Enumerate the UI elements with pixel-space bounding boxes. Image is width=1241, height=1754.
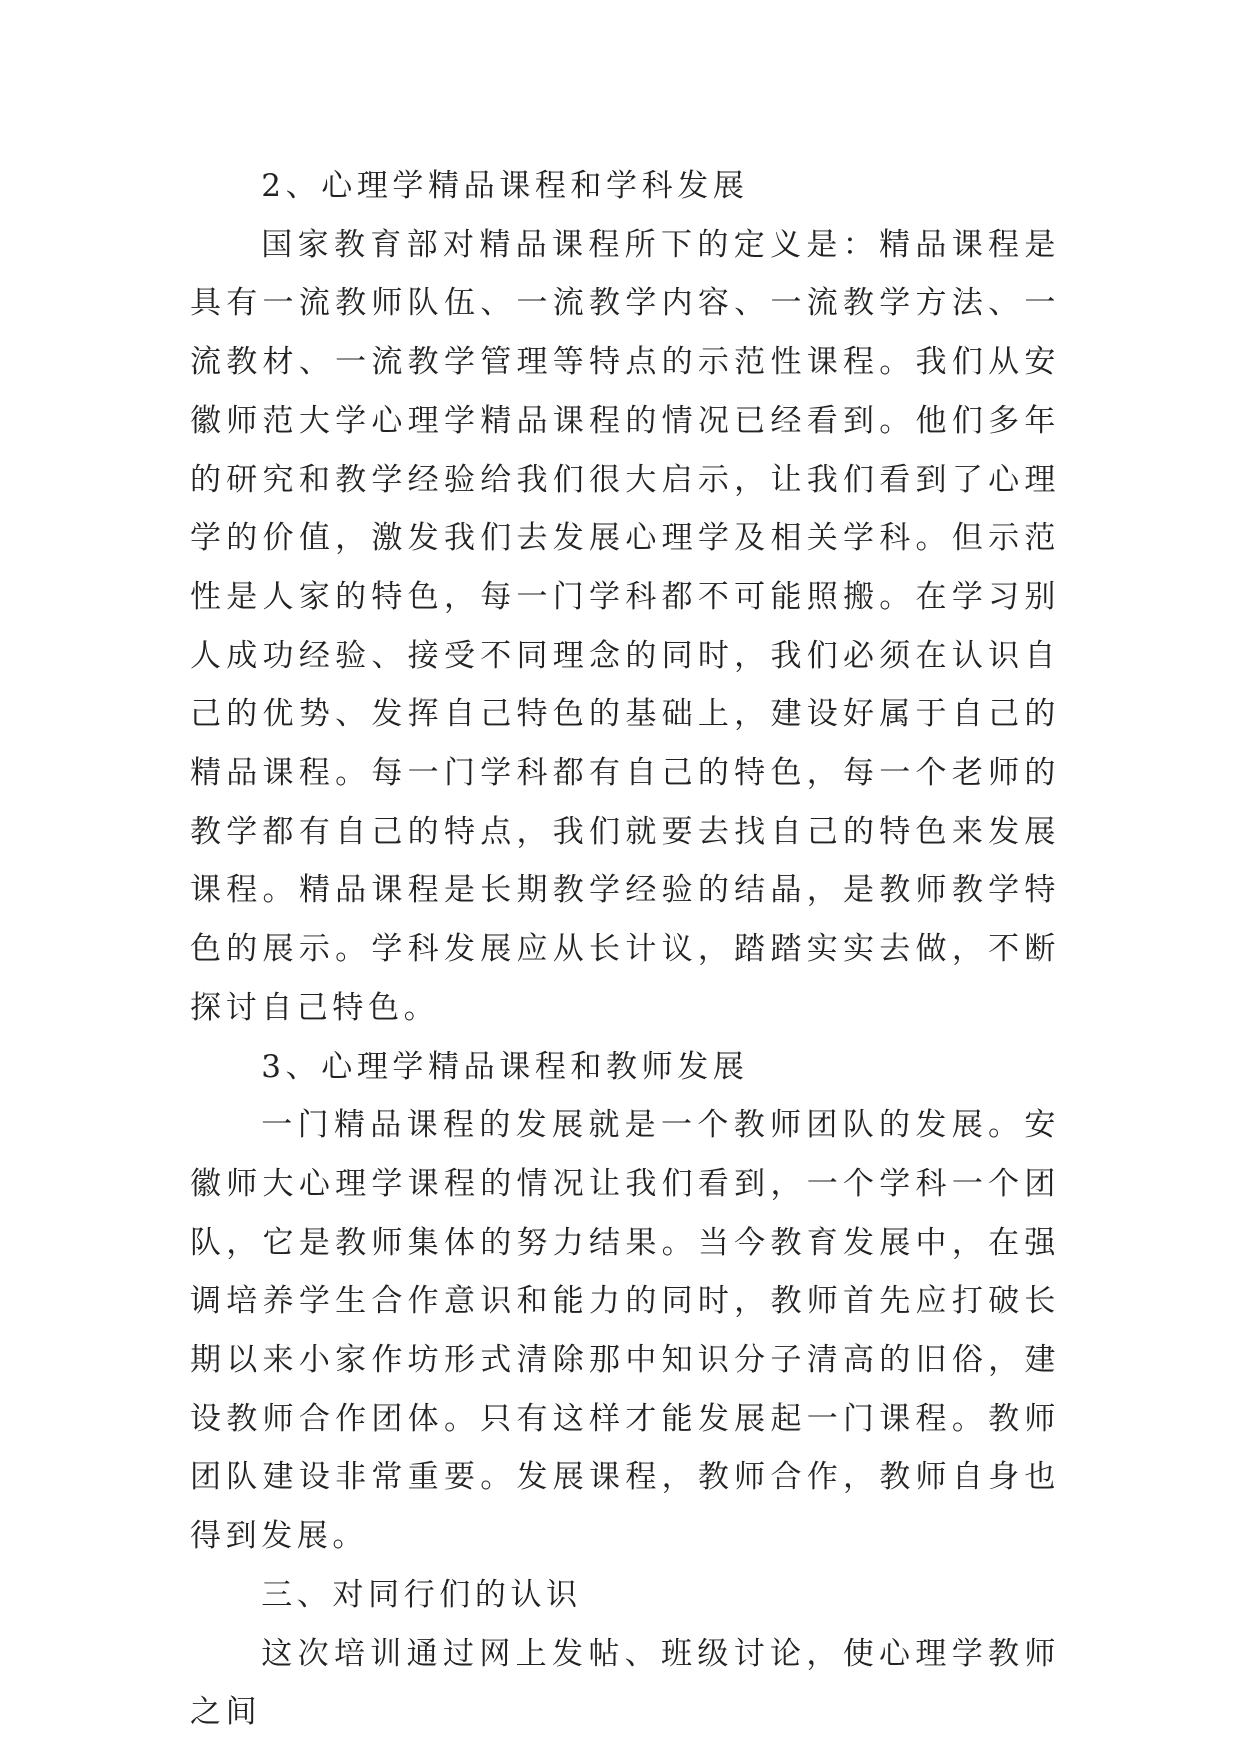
body-paragraph-1: 国家教育部对精品课程所下的定义是：精品课程是具有一流教师队伍、一流教学内容、一流教学方法、一流教材、一流教学管理等特点的示范性课程。我们从安徽师范大学心理学精品课程的情况已经看到。他们多年的研究和教学经验给我们很大启示，让我们看到了心理学的价值，激发我们去发展心理学及相关学科。但示范性是人家的特色，每一门学科都不可能照搬。在学习别人成功经验、接受不同理念的同时，我们必须在认识自己的优势、发挥自己特色的基础上，建设好属于自己的精品课程。每一门学科都有自己的特色，每一个老师的教学都有自己的特点，我们就要去找自己的特色来发展课程。精品课程是长期教学经验的结晶，是教师教学特色的展示。学科发展应从长计议，踏踏实实去做，不断探讨自己特色。: [190, 226, 1060, 1026]
body-paragraph-2: 一门精品课程的发展就是一个教师团队的发展。安徽师大心理学课程的情况让我们看到，一个学科一个团队，它是教师集体的努力结果。当今教育发展中，在强调培养学生合作意识和能力的同时，教师首先应打破长期以来小家作坊形式清除那中知识分子清高的旧俗，建设教师合作团体。只有这样才能发展起一门课程。教师团队建设非常重要。发展课程，教师合作，教师自身也得到发展。: [190, 1107, 1060, 1555]
section-heading-three: 三、对同行们的认识: [261, 1576, 582, 1613]
document-body: [190, 157, 1060, 1742]
body-paragraph-3: 这次培训通过网上发帖、班级讨论，使心理学教师之间: [190, 1635, 1060, 1731]
section-heading-2: 2、心理学精品课程和学科发展: [261, 168, 749, 204]
section-heading-3: 3、心理学精品课程和教师发展: [261, 1048, 749, 1085]
